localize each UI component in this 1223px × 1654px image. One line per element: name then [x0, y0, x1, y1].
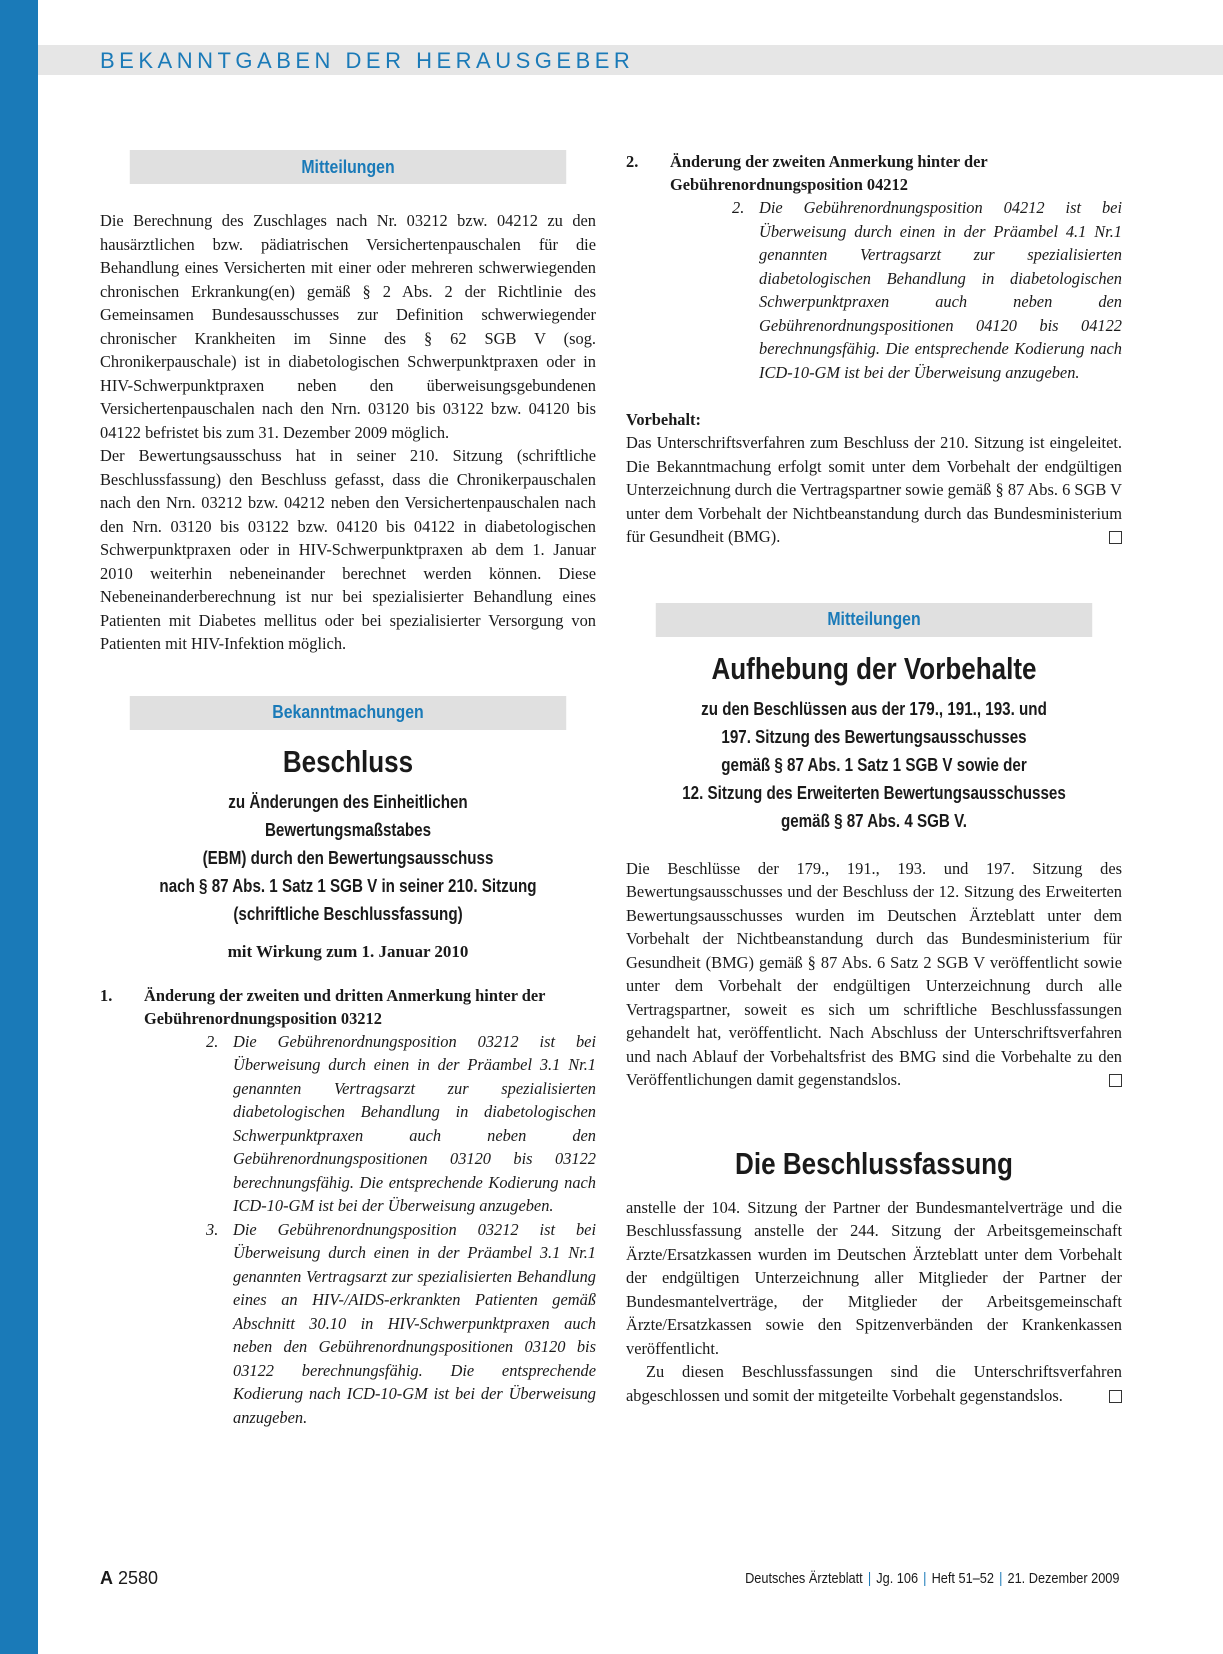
- decision-paragraph: Der Bewertungsausschuss hat in seiner 210. Sitzung (schriftliche Beschlussfassung) den Beschluss gefasst, dass die Chronikerpauschalen nach den Nrn. 03212 bzw. 04212 neben den Versichertenpauschalen nach den Nrn. 03120 bis 03122 bzw. 04120 bis 04122 in diabetologischen Schwerpunktpraxen oder in HIV-Schwerpunktpraxen ab dem 1. Januar 2010 weiterhin nebeneinander berechnet werden können. Diese Nebeneinanderberechnung ist nur bei spezialisierter Behandlung eines Patienten mit Diabetes mellitus oder bei spezialisierter Versorgung von Patienten mit HIV-Infektion möglich.: [100, 446, 596, 653]
- beschlussfassung-paragraph-2: [626, 1360, 1122, 1407]
- beschlussfassung-text: Zu diesen Beschlussfassungen sind die Unterschriftsverfahren abgeschlossen und somit der mitgeteilte Vorbehalt gegenstandslos.: [626, 1362, 1122, 1405]
- mitteilungen-bar: [130, 150, 566, 184]
- journal-volume: Jg. 106: [875, 1570, 918, 1587]
- amendment-2: [626, 150, 1122, 196]
- effective-date: mit Wirkung zum 1. Januar 2010: [227, 941, 469, 961]
- annotation-04212: [732, 196, 1122, 384]
- section-header: BEKANNTGABEN DER HERAUSGEBER: [100, 48, 635, 73]
- bekanntmachungen-bar: [130, 696, 566, 730]
- sidebar-stripe: [0, 0, 38, 1654]
- vorbehalt-text: Das Unterschriftsverfahren zum Beschluss der 210. Sitzung ist eingeleitet. Die Bekanntmachung erfolgt somit unter dem Vorbehalt der endgültigen Unterzeichnung durch die Vertragspartner sowie gemäß § 87 Abs. 6 SGB V unter dem Vorbehalt der Nichtbeanstandung durch das Bundesministerium für Gesundheit (BMG).: [626, 433, 1122, 546]
- annotation-number: 2.: [732, 198, 745, 217]
- aufhebung-text: Die Beschlüsse der 179., 191., 193. und 197. Sitzung des Bewertungsausschusses und der Beschluss der 12. Sitzung des Erweiterten Bewertungsausschusses wurden im Deutschen Ärzteblatt unter dem Vorbehalt der Nichtbeanstandung durch das Bundesministerium für Gesundheit (BMG) gemäß § 87 Abs. 6 Satz 2 SGB V veröffentlicht sowie unter dem Vorbehalt der endgültigen Unterzeichnung durch alle Vertragspartner, soweit es sich um schriftliche Beschlussfassungen gehandelt hat, veröffentlicht. Nach Abschluss der Unterschriftsverfahren und nach Ablauf der Vorbehaltsfrist des BMG sind die Vorbehalte zu den Veröffentlichungen damit gegenstandslos.: [626, 858, 1122, 1089]
- mitteilungen-label: Mitteilungen: [827, 609, 921, 629]
- aufhebung-subtitle-line: gemäß § 87 Abs. 1 Satz 1 SGB V sowie der: [721, 753, 1027, 775]
- bekanntmachungen-label: Bekanntmachungen: [272, 702, 424, 722]
- journal-name: Deutsches Ärzteblatt: [744, 1570, 863, 1587]
- annotation-text: Die Gebührenordnungsposition 03212 ist bei Überweisung durch einen in der Präambel 3.1 Nr.1 genannten Vertragsarzt zur spezialisierten diabetologischen Behandlung in diabetologischen Schwerpunktpraxen auch neben den Gebührenordnungspositionen 03120 bis 03122 berechnungsfähig. Die entsprechende Kodierung nach ICD-10-GM ist bei der Überweisung anzugeben.: [233, 1031, 596, 1215]
- amendment-text: Änderung der zweiten Anmerkung hinter der Gebührenordnungsposition 04212: [670, 152, 988, 194]
- page-prefix: A: [100, 1568, 113, 1588]
- beschluss-subtitle-line: (EBM) durch den Bewertungsausschuss: [202, 846, 494, 868]
- journal-issue: Heft 51–52: [931, 1570, 994, 1587]
- beschluss-subtitle-line: (schriftliche Beschlussfassung): [233, 902, 463, 924]
- intro-paragraph: Die Berechnung des Zuschlages nach Nr. 03212 bzw. 04212 zu den hausärztlichen bzw. pädiatrischen Versichertenpauschalen für die Behandlung eines Versicherten mit einer oder mehreren schwerwiegenden chronischen Erkrankung(en) gemäß § 2 Abs. 2 der Richtlinie des Gemeinsamen Bundesausschusses zur Definition schwerwiegender chronischer Krankheiten im Sinne des § 62 SGB V (sog. Chronikerpauschale) ist in diabetologischen Schwerpunktpraxen oder in HIV-Schwerpunktpraxen neben den überweisungsgebundenen Versichertenpauschalen nach den Nrn. 03120 bis 03122 bzw. 04120 bis 04122 befristet bis zum 31. Dezember 2009 möglich.: [100, 211, 596, 442]
- annotation-text: Die Gebührenordnungsposition 04212 ist bei Überweisung durch einen in der Präambel 4.1 Nr.1 genannten Vertragsarzt zur spezialisierten diabetologischen Behandlung in diabetologischen Schwerpunktpraxen auch neben den Gebührenordnungspositionen 04120 bis 04122 berechnungsfähig. Die entsprechende Kodierung nach ICD-10-GM ist bei der Überweisung anzugeben.: [759, 198, 1122, 382]
- aufhebung-title: Aufhebung der Vorbehalte: [711, 650, 1037, 686]
- end-mark-icon: [1109, 531, 1122, 544]
- aufhebung-subtitle-line: 12. Sitzung des Erweiterten Bewertungsausschusses: [682, 781, 1066, 803]
- mitteilungen-label: Mitteilungen: [301, 156, 395, 177]
- annotation-text: Die Gebührenordnungsposition 03212 ist bei Überweisung durch einen in der Präambel 3.1 Nr.1 genannten Vertragsarzt zur spezialisierten Behandlung eines an HIV-/AIDS-erkrankten Patienten gemäß Abschnitt 30.10 in HIV-Schwerpunktpraxen auch neben den Gebührenordnungspositionen 03120 bis 03122 berechnungsfähig. Die entsprechende Kodierung nach ICD-10-GM ist bei der Überweisung anzugeben.: [233, 1219, 596, 1427]
- mitteilungen-bar-right: [656, 603, 1092, 637]
- page-number: [100, 1568, 158, 1589]
- amendment-number: 1.: [100, 985, 113, 1005]
- aufhebung-subtitle-line: gemäß § 87 Abs. 4 SGB V.: [780, 809, 968, 831]
- annotation-2: [206, 1030, 596, 1218]
- beschluss-title: Beschluss: [282, 743, 414, 779]
- left-column: [100, 150, 596, 1429]
- beschluss-subtitle-line: nach § 87 Abs. 1 Satz 1 SGB V in seiner 210. Sitzung: [159, 874, 537, 896]
- aufhebung-paragraph: [626, 857, 1122, 1092]
- right-column: [626, 150, 1122, 1407]
- beschluss-subtitle-line: zu Änderungen des Einheitlichen Bewertungsmaßstabes: [228, 790, 468, 840]
- journal-info: Deutsches Ärzteblatt | Jg. 106 | Heft 51–52 | 21. Dezember 2009: [744, 1570, 1119, 1587]
- vorbehalt-paragraph: [626, 431, 1122, 549]
- beschlussfassung-title: Die Beschlussfassung: [735, 1145, 1013, 1181]
- end-mark-icon: [1109, 1390, 1122, 1403]
- vorbehalt-label: Vorbehalt:: [626, 410, 701, 429]
- end-mark-icon: [1109, 1074, 1122, 1087]
- aufhebung-subtitle-line: 197. Sitzung des Bewertungsausschusses: [721, 725, 1027, 747]
- amendment-1: [100, 984, 596, 1030]
- amendment-number: 2.: [626, 152, 639, 171]
- annotation-number: 2.: [206, 1031, 219, 1051]
- page-number-value: 2580: [118, 1568, 159, 1588]
- annotation-number: 3.: [206, 1219, 219, 1239]
- amendment-text: Änderung der zweiten und dritten Anmerkung hinter der Gebührenordnungsposition 03212: [144, 985, 546, 1028]
- aufhebung-subtitle-line: zu den Beschlüssen aus der 179., 191., 193. und: [701, 697, 1047, 719]
- annotation-3: [206, 1218, 596, 1430]
- beschlussfassung-paragraph-1: anstelle der 104. Sitzung der Partner der Bundesmantelverträge und die Beschlussfassung anstelle der 244. Sitzung der Arbeitsgemeinschaft Ärzte/Ersatzkassen wurden im Deutschen Ärzteblatt unter dem Vorbehalt der endgültigen Unterzeichnung aller Mitglieder der Partner der Bundesmantelverträge, der Mitglieder der Arbeitsgemeinschaft Ärzte/Ersatzkassen sowie den Spitzenverbänden der Krankenkassen veröffentlicht.: [626, 1197, 1122, 1358]
- journal-date: 21. Dezember 2009: [1007, 1570, 1119, 1587]
